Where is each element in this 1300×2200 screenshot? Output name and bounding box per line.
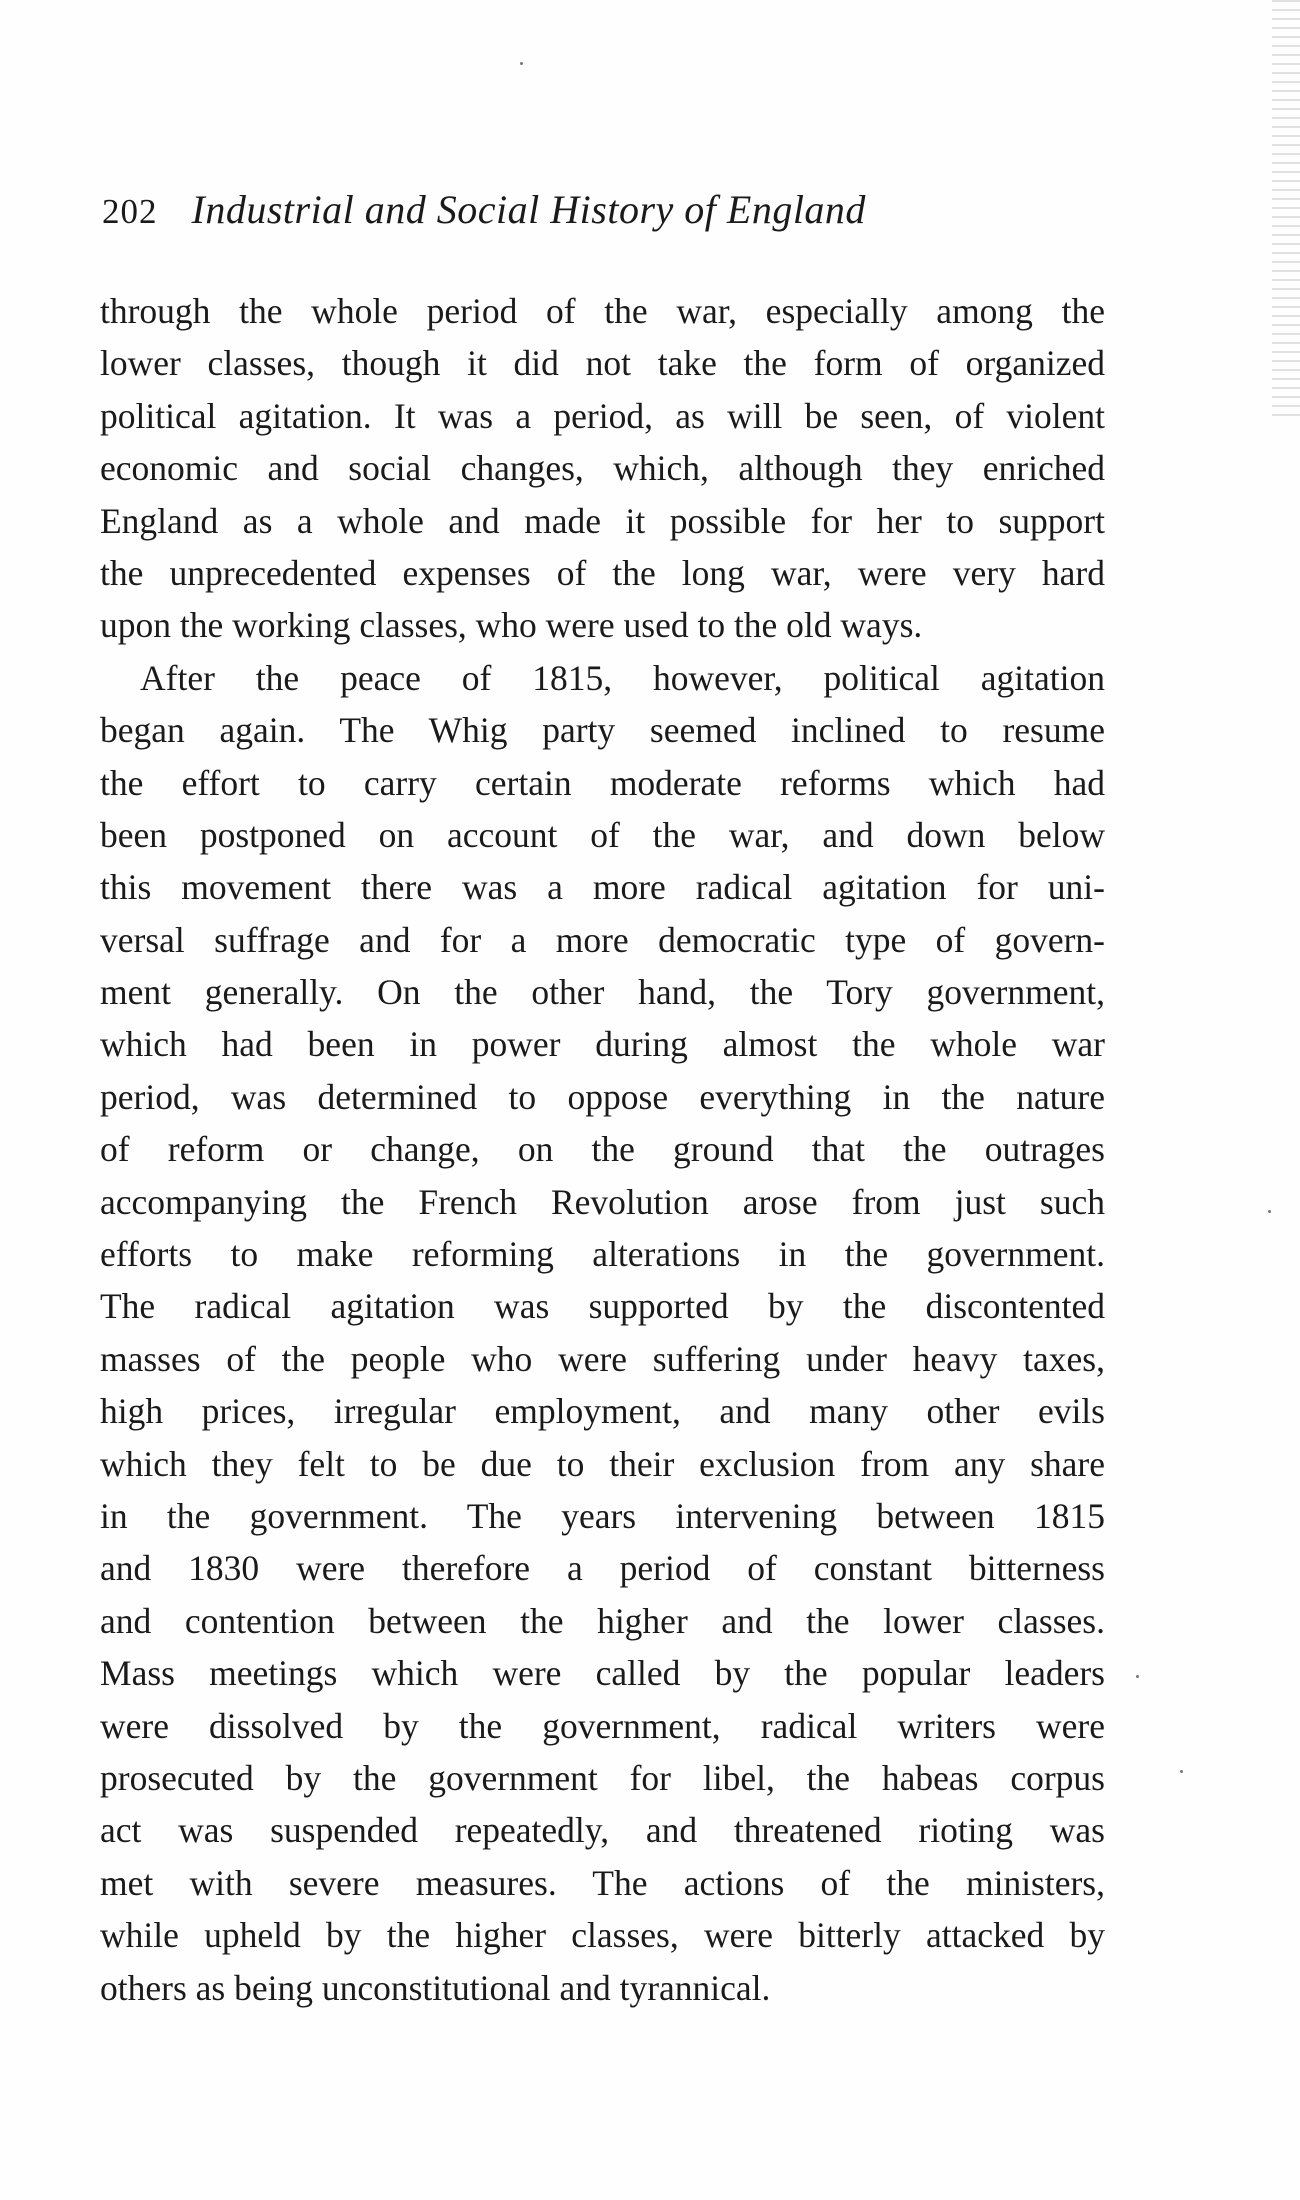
text-line: the effort to carry certain moderate reforms which had [100,762,1105,803]
text-line: in the government. The years intervening between 1815 [100,1495,1105,1536]
text-line: the unprecedented expenses of the long war, were very hard [100,552,1105,593]
paper-speck [1136,1675,1139,1678]
text-line: which had been in power during almost the whole war [100,1024,1105,1065]
text-line: ment generally. On the other hand, the Tory government, [100,972,1105,1013]
text-line: After the peace of 1815, however, political agitation [140,657,1105,698]
text-line: of reform or change, on the ground that the outrages [100,1129,1105,1170]
text-line: Mass meetings which were called by the popular leaders [100,1653,1105,1694]
text-line: were dissolved by the government, radical writers were [100,1705,1105,1746]
page-edge-shadow [1272,0,1300,420]
text-line: prosecuted by the government for libel, the habeas corpus [100,1757,1105,1798]
text-line: which they felt to be due to their exclusion from any share [100,1443,1105,1484]
text-line: high prices, irregular employment, and many other evils [100,1391,1105,1432]
body-text [100,285,1105,2014]
text-line: The radical agitation was supported by the discontented [100,1286,1105,1327]
paper-speck [1268,1210,1271,1213]
text-line: versal suffrage and for a more democratic type of govern- [100,919,1105,960]
text-line: political agitation. It was a period, as will be seen, of violent [100,395,1105,436]
text-line: and 1830 were therefore a period of constant bitterness [100,1548,1105,1589]
text-line: through the whole period of the war, especially among the [100,291,1105,331]
text-line: this movement there was a more radical agitation for uni- [100,867,1105,908]
text-line: while upheld by the higher classes, were bitterly attacked by [100,1915,1105,1956]
text-line: upon the working classes, who were used to the old ways. [100,605,923,646]
paragraph-2 [100,652,1105,2014]
text-line: others as being unconstitutional and tyrannical. [100,1967,771,2008]
paper-speck [520,62,523,65]
text-line: began again. The Whig party seemed inclined to resume [100,710,1105,751]
text-line: England as a whole and made it possible for her to support [100,500,1105,541]
text-line: and contention between the higher and the lower classes. [100,1600,1105,1641]
paper-speck [1180,1770,1183,1773]
text-line: masses of the people who were suffering under heavy taxes, [100,1338,1105,1379]
text-line: met with severe measures. The actions of the ministers, [100,1862,1105,1903]
text-line: economic and social changes, which, although they enriched [100,448,1105,489]
text-line: period, was determined to oppose everything in the nature [100,1076,1105,1117]
running-title: Industrial and Social History of England [191,187,866,232]
text-line: lower classes, though it did not take the form of organized [100,343,1105,384]
page-number: 202 [102,192,158,231]
text-line: accompanying the French Revolution arose from just such [100,1181,1105,1222]
text-line: efforts to make reforming alterations in the government. [100,1234,1105,1275]
text-line: act was suspended repeatedly, and threatened rioting was [100,1810,1105,1851]
paragraph-1 [100,285,1105,652]
page-header [102,186,1072,246]
text-line: been postponed on account of the war, and down below [100,814,1105,855]
